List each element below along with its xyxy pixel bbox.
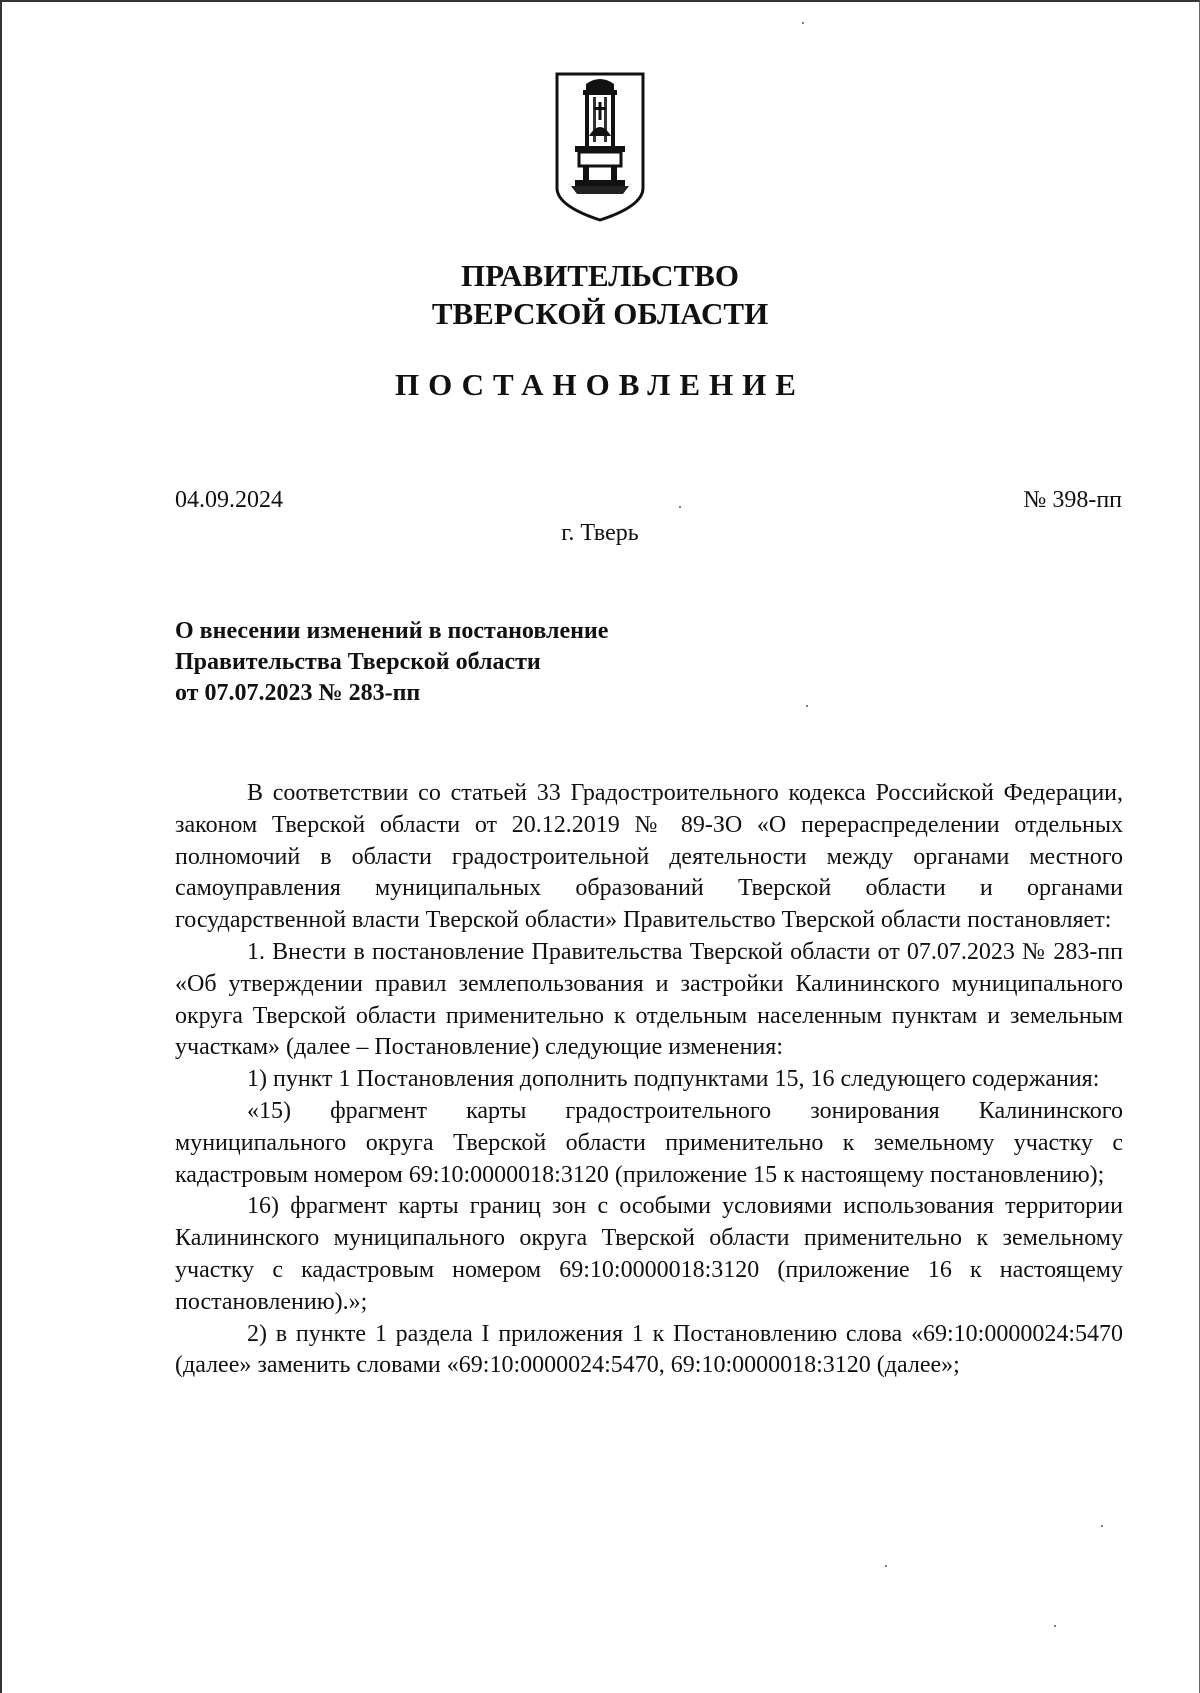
scan-speck [1054, 1625, 1056, 1627]
scan-speck [806, 705, 808, 707]
document-date: 04.09.2024 [175, 487, 283, 513]
scan-speck [1101, 1525, 1103, 1527]
body-paragraph-item-1: 1. Внести в постановление Правительства Тверской области от 07.07.2023 № 283-пп «Об утверждении правил землепользования и застройки Калининского муниципального округа Тверской области применительно к отдельным населенным пунктам и земельным участкам» (далее – Постановление) следующие изменения: [175, 938, 1123, 1061]
org-name-line-1: ПРАВИТЕЛЬСТВО [461, 258, 739, 293]
body-paragraph-subitem-2: 2) в пункте 1 раздела I приложения 1 к Постановлению слова «69:10:0000024:5470 (далее» заменить словами «69:10:0000024:5470, 69:10:0000018:3120 (далее»; [175, 1320, 1123, 1379]
document-body [175, 778, 1123, 1382]
org-name-line-2: ТВЕРСКОЙ ОБЛАСТИ [431, 296, 769, 331]
scan-speck [885, 1565, 887, 1567]
body-paragraph-subitem-1: 1) пункт 1 Постановления дополнить подпунктами 15, 16 следующего содержания: [247, 1066, 1100, 1093]
subject-line-1: О внесении изменений в постановление [175, 618, 609, 644]
body-paragraph-subitem-16: 16) фрагмент карты границ зон с особыми условиями использования территории Калининского муниципального округа Тверской области применительно к земельному участку с кадастровым номером 69:10:0000018:3120 (приложение 16 к настоящему постановлению).»; [175, 1193, 1123, 1315]
document-number: № 398-пп [1023, 487, 1122, 513]
document-city: г. Тверь [561, 520, 639, 546]
document-subject [175, 616, 875, 709]
scan-speck [802, 22, 804, 24]
subject-line-3: от 07.07.2023 № 283-пп [175, 680, 421, 706]
document-type-title: ПОСТАНОВЛЕНИЕ [395, 367, 805, 402]
subject-line-2: Правительства Тверской области [175, 649, 541, 675]
body-paragraph-preamble: В соответствии со статьей 33 Градостроительного кодекса Российской Федерации, законом Тверской области от 20.12.2019 № 89-ЗО «О перераспределении отдельных полномочий в области градостроительной деятельности между органами местного самоуправления муниципальных образований Тверской области и органами государственной власти Тверской области» Правительство Тверской области постановляет: [175, 780, 1123, 934]
tver-coat-of-arms-icon [553, 70, 647, 222]
body-paragraph-subitem-15: «15) фрагмент карты градостроительного зонирования Калининского муниципального округа Тверской области применительно к земельному участку с кадастровым номером 69:10:0000018:3120 (приложение 15 к настоящему постановлению); [175, 1097, 1123, 1188]
scan-speck [679, 506, 681, 508]
